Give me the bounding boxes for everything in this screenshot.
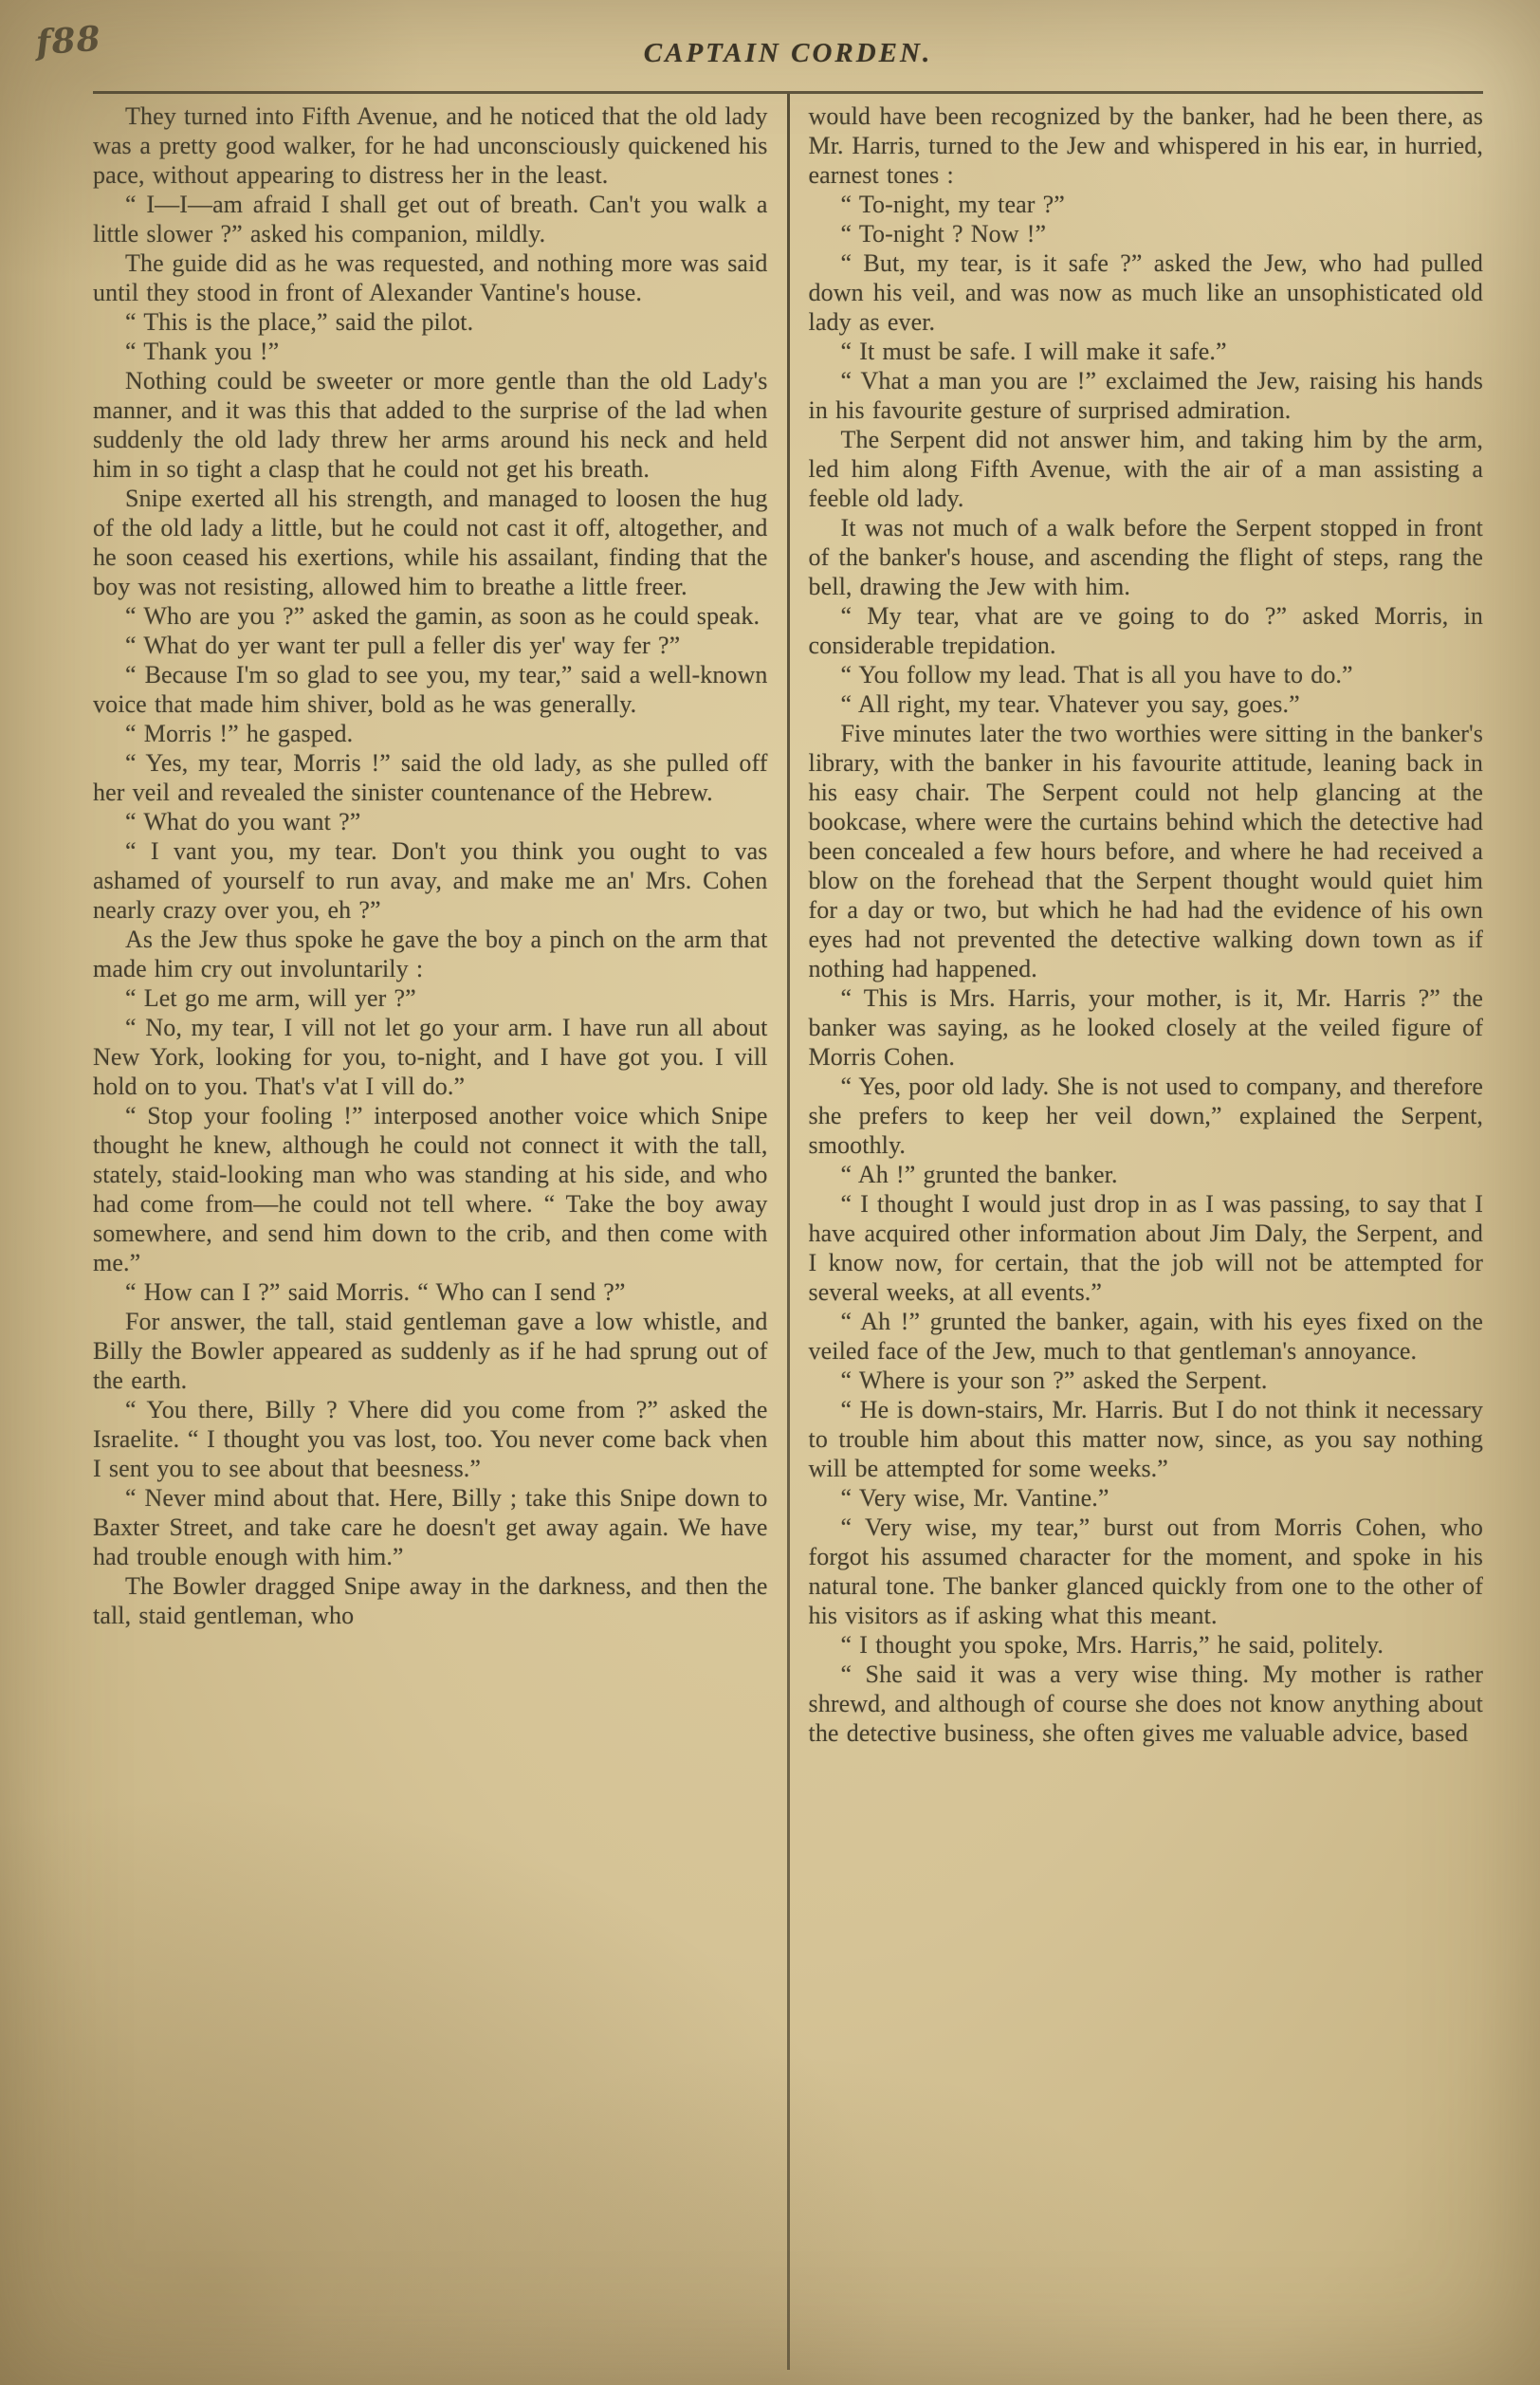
- paragraph: “ You follow my lead. That is all you have to do.”: [840, 661, 1353, 688]
- paragraph: “ Very wise, Mr. Vantine.”: [840, 1484, 1109, 1512]
- paragraph: “ My tear, vhat are ve going to do ?” asked Morris, in considerable trepidation.: [808, 602, 1483, 659]
- paragraph: They turned into Fifth Avenue, and he noticed that the old lady was a pretty good walker, for he had unconsciously quickened his pace, without appearing to distress her in the least.: [93, 102, 768, 189]
- handwritten-page-number: f88: [34, 18, 102, 64]
- text-columns: [93, 91, 1483, 2370]
- paragraph: “ To-night ? Now !”: [840, 220, 1047, 248]
- paragraph: “ Ah !” grunted the banker.: [840, 1161, 1118, 1188]
- paragraph: “ This is the place,” said the pilot.: [125, 308, 474, 336]
- paragraph: Five minutes later the two worthies were sitting in the banker's library, with the banker in his favourite attitude, leaning back in his easy chair. The Serpent could not help glancing at the bookcase, where were the curtains behind which the detective had been concealed a few hours before, and where he had received a blow on the forehead that the Serpent thought would quiet him for a day or two, but which he had had the evidence of his own eyes had not prevented the detective walking down town as if nothing had happened.: [808, 720, 1483, 982]
- paragraph: “ She said it was a very wise thing. My mother is rather shrewd, and although of course she does not know anything about the detective business, she often gives me valuable advice, based: [808, 1660, 1483, 1747]
- paragraph: Nothing could be sweeter or more gentle than the old Lady's manner, and it was this that added to the surprise of the lad when suddenly the old lady threw her arms around his neck and held him in so tight a clasp that he could not get his breath.: [93, 367, 768, 483]
- paragraph: “ Ah !” grunted the banker, again, with his eyes fixed on the veiled face of the Jew, much to that gentleman's annoyance.: [808, 1308, 1483, 1365]
- paragraph: “ But, my tear, is it safe ?” asked the Jew, who had pulled down his veil, and was now as much like an unsophisticated old lady as ever.: [808, 249, 1483, 336]
- paragraph: “ You there, Billy ? Vhere did you come from ?” asked the Israelite. “ I thought you vas lost, too. You never come back vhen I sent you to see about that beesness.”: [93, 1396, 768, 1482]
- paragraph: “ What do you want ?”: [125, 808, 361, 835]
- paragraph: “ Yes, my tear, Morris !” said the old lady, as she pulled off her veil and revealed the sinister countenance of the Hebrew.: [93, 749, 768, 806]
- paragraph: “ Very wise, my tear,” burst out from Morris Cohen, who forgot his assumed character for the moment, and spoke in his natural tone. The banker glanced quickly from one to the other of his visitors as if asking what this meant.: [808, 1514, 1483, 1629]
- paragraph: “ How can I ?” said Morris. “ Who can I send ?”: [125, 1278, 626, 1306]
- paragraph: “ I vant you, my tear. Don't you think you ought to vas ashamed of yourself to run avay, and make me an' Mrs. Cohen nearly crazy over you, eh ?”: [93, 837, 768, 924]
- paragraph: The guide did as he was requested, and nothing more was said until they stood in front of Alexander Vantine's house.: [93, 249, 768, 306]
- paragraph: As the Jew thus spoke he gave the boy a pinch on the arm that made him cry out involuntarily :: [93, 926, 768, 982]
- paragraph: “ What do yer want ter pull a feller dis yer' way fer ?”: [125, 632, 681, 659]
- paragraph: Snipe exerted all his strength, and managed to loosen the hug of the old lady a little, but he could not cast it off, altogether, and he soon ceased his exertions, while his assailant, finding that the boy was not resisting, allowed him to breathe a little freer.: [93, 485, 768, 600]
- paragraph: “ He is down-stairs, Mr. Harris. But I do not think it necessary to trouble him about this matter now, since, as you say nothing will be attempted for some weeks.”: [808, 1396, 1483, 1482]
- page-title: CAPTAIN CORDEN.: [643, 38, 933, 68]
- paragraph: “ Never mind about that. Here, Billy ; take this Snipe down to Baxter Street, and take care he doesn't get away again. We have had trouble enough with him.”: [93, 1484, 768, 1570]
- paragraph: “ No, my tear, I vill not let go your arm. I have run all about New York, looking for you, to-night, and I have got you. I vill hold on to you. That's v'at I vill do.”: [93, 1014, 768, 1100]
- paragraph: “ Let go me arm, will yer ?”: [125, 984, 416, 1012]
- right-column: [790, 101, 1484, 2370]
- paragraph: It was not much of a walk before the Serpent stopped in front of the banker's house, and ascending the flight of steps, rang the bell, drawing the Jew with him.: [808, 514, 1483, 600]
- paragraph: “ All right, my tear. Vhatever you say, goes.”: [840, 690, 1300, 718]
- paragraph: The Bowler dragged Snipe away in the darkness, and then the tall, staid gentleman, who: [93, 1572, 768, 1629]
- paragraph: “ I thought I would just drop in as I was passing, to say that I have acquired other information about Jim Daly, the Serpent, and I know now, for certain, that the job will not be attempted for several weeks, at all events.”: [808, 1190, 1483, 1306]
- paragraph: “ Who are you ?” asked the gamin, as soon as he could speak.: [125, 602, 761, 630]
- paragraph: The Serpent did not answer him, and taking him by the arm, led him along Fifth Avenue, with the air of a man assisting a feeble old lady.: [808, 426, 1483, 512]
- paragraph: “ To-night, my tear ?”: [840, 191, 1065, 218]
- paragraph: would have been recognized by the banker, had he been there, as Mr. Harris, turned to the Jew and whispered in his ear, in hurried, earnest tones :: [808, 102, 1483, 189]
- paragraph: “ Yes, poor old lady. She is not used to company, and therefore she prefers to keep her veil down,” explained the Serpent, smoothly.: [808, 1073, 1483, 1159]
- paragraph: “ I thought you spoke, Mrs. Harris,” he said, politely.: [840, 1631, 1384, 1659]
- paragraph: “ Because I'm so glad to see you, my tear,” said a well-known voice that made him shiver, bold as he was generally.: [93, 661, 768, 718]
- paragraph: “ This is Mrs. Harris, your mother, is it, Mr. Harris ?” the banker was saying, as he looked closely at the veiled figure of Morris Cohen.: [808, 984, 1483, 1071]
- page-content: [93, 27, 1483, 2372]
- paragraph: For answer, the tall, staid gentleman gave a low whistle, and Billy the Bowler appeared as suddenly as if he had sprung out of the earth.: [93, 1308, 768, 1394]
- paragraph: “ Stop your fooling !” interposed another voice which Snipe thought he knew, although he could not connect it with the tall, stately, staid-looking man who was standing at his side, and who had come from—he could not tell where. “ Take the boy away somewhere, and send him down to the crib, and then come with me.”: [93, 1102, 768, 1276]
- running-header: [93, 27, 1483, 91]
- paragraph: “ Where is your son ?” asked the Serpent.: [840, 1367, 1268, 1394]
- paragraph: “ Morris !” he gasped.: [125, 720, 354, 747]
- paragraph: “ Vhat a man you are !” exclaimed the Jew, raising his hands in his favourite gesture of surprised admiration.: [808, 367, 1483, 424]
- paragraph: “ Thank you !”: [125, 338, 280, 365]
- paragraph: “ It must be safe. I will make it safe.”: [840, 338, 1227, 365]
- paragraph: “ I—I—am afraid I shall get out of breath. Can't you walk a little slower ?” asked his companion, mildly.: [93, 191, 768, 248]
- left-column: [93, 101, 787, 2370]
